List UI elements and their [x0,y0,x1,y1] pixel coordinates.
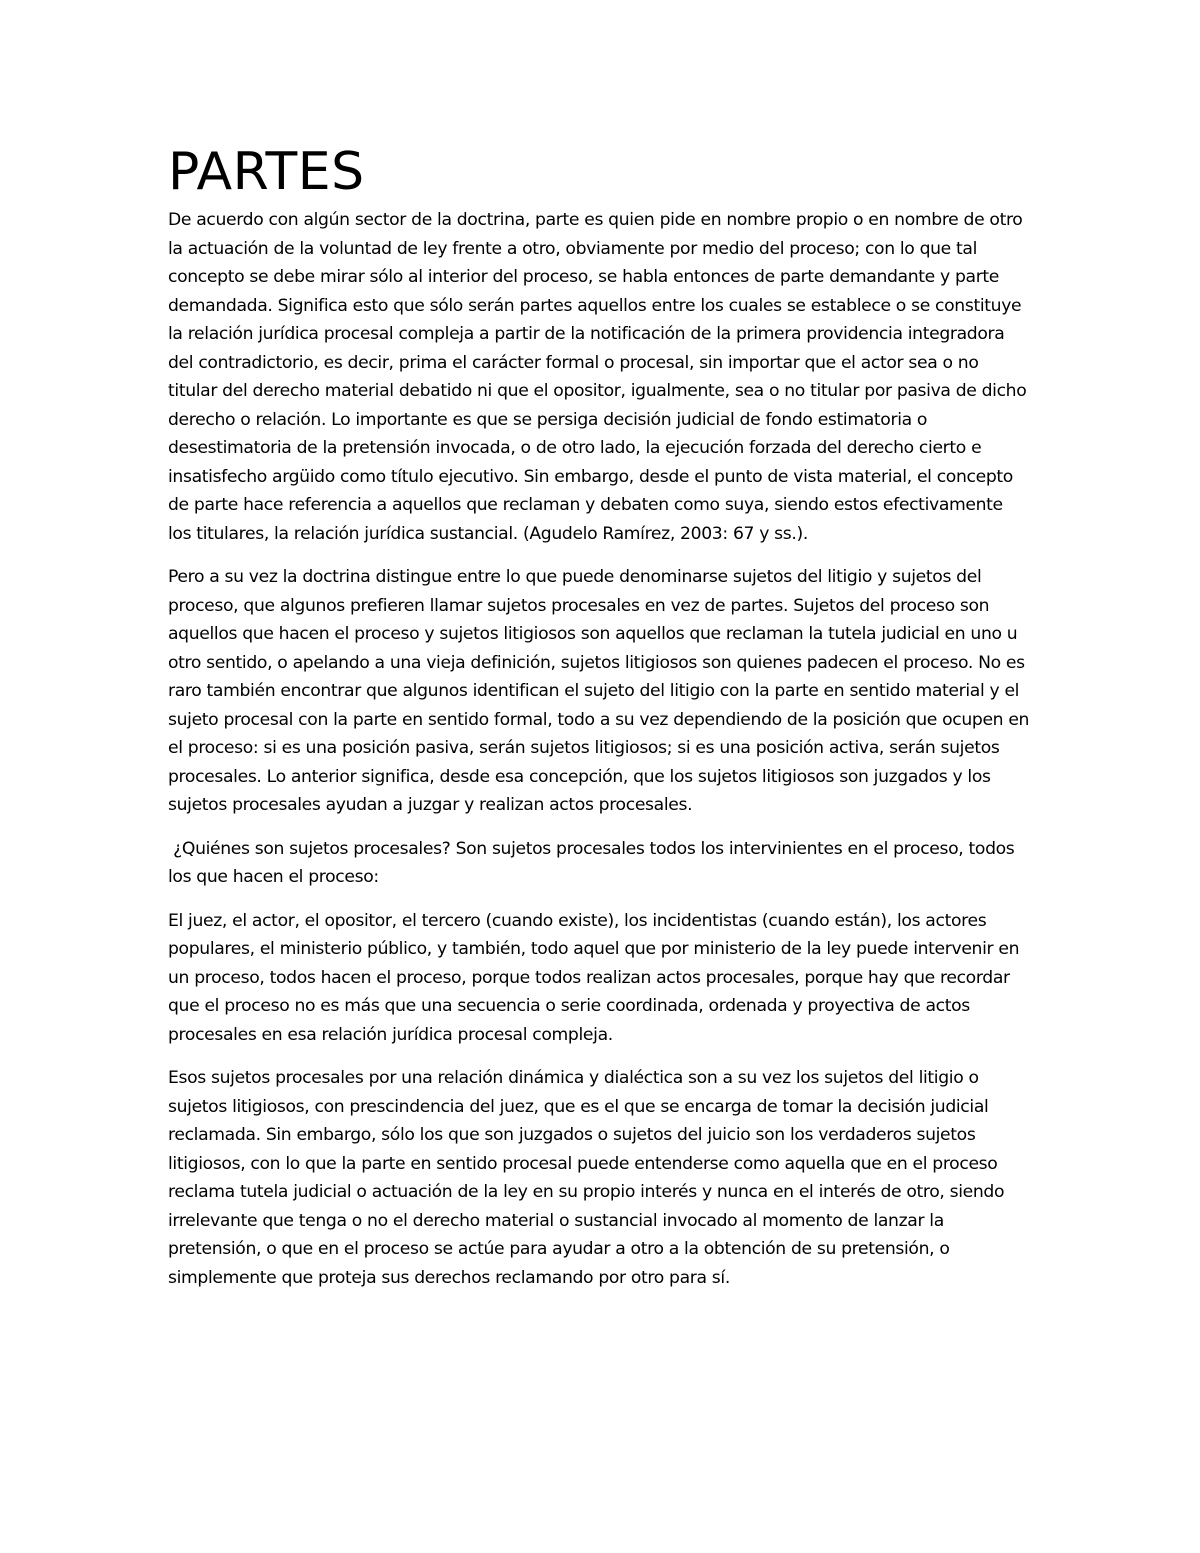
paragraph-2: Pero a su vez la doctrina distingue entre lo que puede denominarse sujetos del litigio y sujetos del proceso, que algunos prefieren llamar sujetos procesales en vez de partes. Sujetos del proceso son aquellos que hacen el proceso y sujetos litigiosos son aquellos que reclaman la tutela judicial en uno u otro sentido, o apelando a una vieja definición, sujetos litigiosos son quienes padecen el proceso. No es raro también encontrar que algunos identifican el sujeto del litigio con la parte en sentido material y el sujeto procesal con la parte en sentido formal, todo a su vez dependiendo de la posición que ocupen en el proceso: si es una posición pasiva, serán sujetos litigiosos; si es una posición activa, serán sujetos procesales. Lo anterior significa, desde esa concepción, que los sujetos litigiosos son juzgados y los sujetos procesales ayudan a juzgar y realizan actos procesales. [168,567,1030,815]
paragraph-3: ¿Quiénes son sujetos procesales? Son sujetos procesales todos los intervinientes en el proceso, todos los que hacen el proceso: [168,838,1020,887]
paragraph-1: De acuerdo con algún sector de la doctrina, parte es quien pide en nombre propio o en nombre de otro la actuación de la voluntad de ley frente a otro, obviamente por medio del proceso; con lo que tal concepto se debe mirar sólo al interior del proceso, se habla entonces de parte demandante y parte demandada. Significa esto que sólo serán partes aquellos entre los cuales se establece o se constituye la relación jurídica procesal compleja a partir de la notificación de la primera providencia integradora del contradictorio, es decir, prima el carácter formal o procesal, sin importar que el actor sea o no titular del derecho material debatido ni que el opositor, igualmente, sea o no titular por pasiva de dicho derecho o relación. Lo importante es que se persiga decisión judicial de fondo estimatoria o desestimatoria de la pretensión invocada, o de otro lado, la ejecución forzada del derecho cierto e insatisfecho argüido como título ejecutivo. Sin embargo, desde el punto de vista material, el concepto de parte hace referencia a aquellos que reclaman y debaten como suya, siendo estos efectivamente los titulares, la relación jurídica sustancial. (Agudelo Ramírez, 2003: 67 y ss.). [168,210,1027,544]
paragraph-5: Esos sujetos procesales por una relación dinámica y dialéctica son a su vez los sujetos del litigio o sujetos litigiosos, con prescindencia del juez, que es el que se encarga de tomar la decisión judicial reclamada. Sin embargo, sólo los que son juzgados o sujetos del juicio son los verdaderos sujetos litigiosos, con lo que la parte en sentido procesal puede entenderse como aquella que en el proceso reclama tutela judicial o actuación de la ley en su propio interés y nunca en el interés de otro, siendo irrelevante que tenga o no el derecho material o sustancial invocado al momento de lanzar la pretensión, o que en el proceso se actúe para ayudar a otro a la obtención de su pretensión, o simplemente que proteja sus derechos reclamando por otro para sí. [168,1068,1005,1288]
document-body [168,140,1030,1307]
paragraph-4: El juez, el actor, el opositor, el tercero (cuando existe), los incidentistas (cuando están), los actores populares, el ministerio público, y también, todo aquel que por ministerio de la ley puede intervenir en un proceso, todos hacen el proceso, porque todos realizan actos procesales, porque hay que recordar que el proceso no es más que una secuencia o serie coordinada, ordenada y proyectiva de actos procesales en esa relación jurídica procesal compleja. [168,910,1020,1045]
document-title: PARTES [168,142,365,202]
